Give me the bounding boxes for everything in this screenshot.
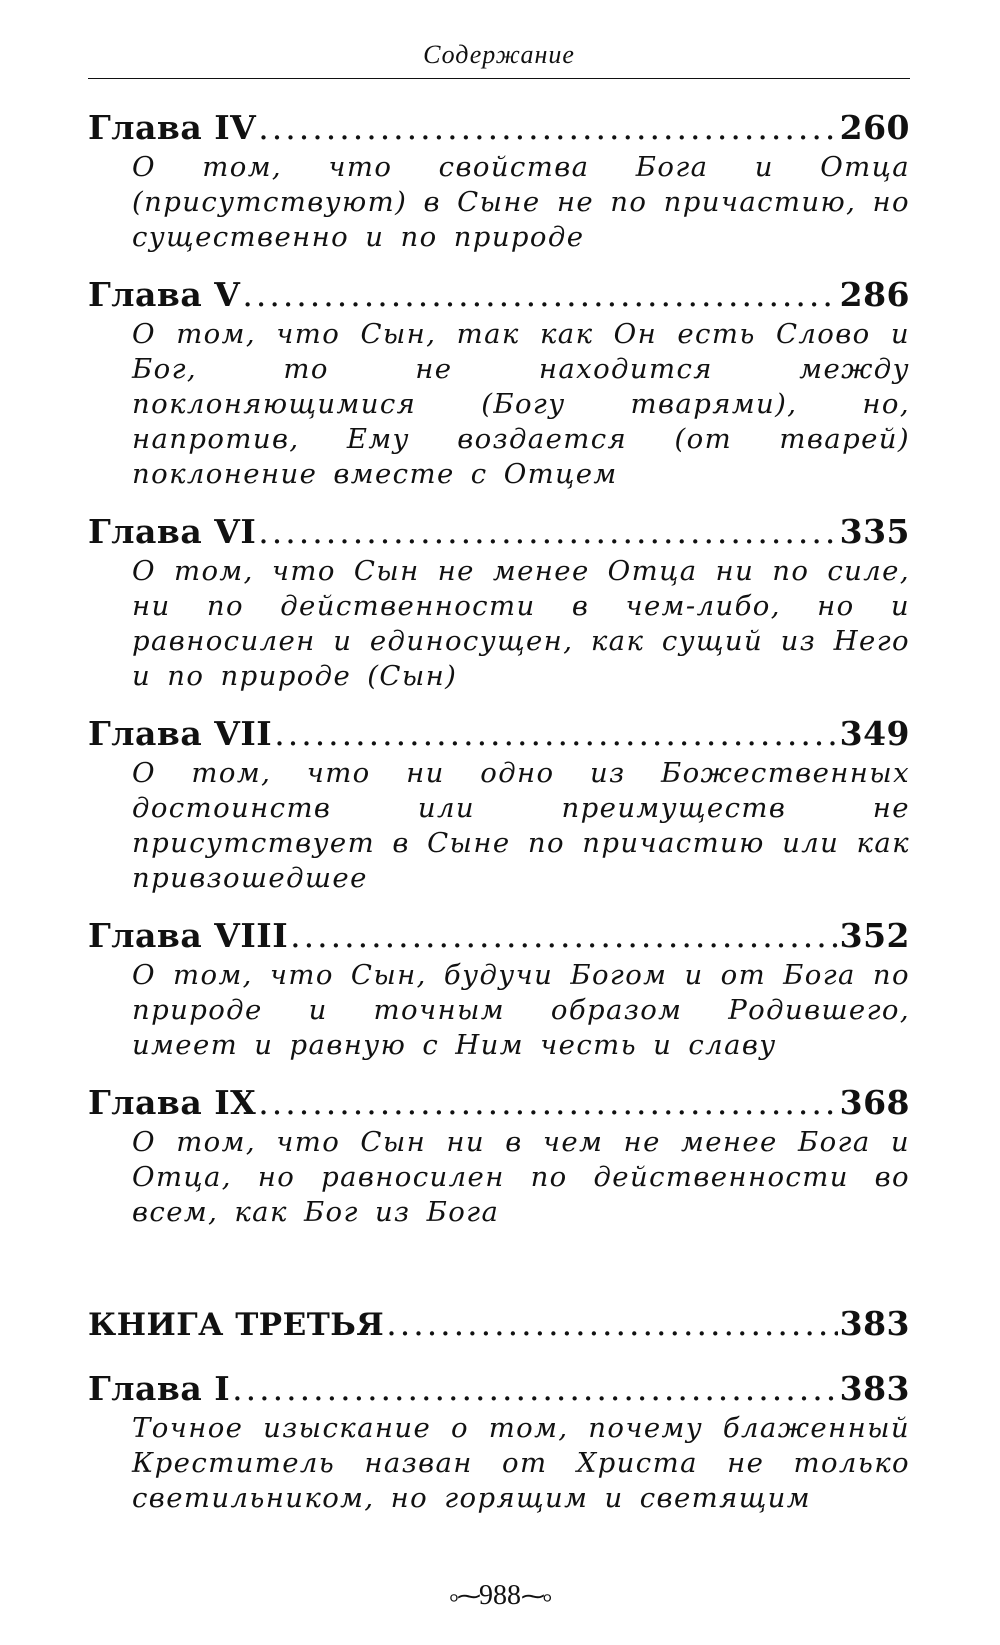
toc-line: [88, 712, 910, 756]
chapter-title: Глава VIII: [88, 916, 289, 955]
dot-leader: [258, 1081, 837, 1125]
toc-entry-chapter-8: [88, 914, 910, 1063]
chapter-title: Глава VI: [88, 512, 257, 551]
toc-entry-chapter-9: [88, 1081, 910, 1230]
chapter-description: О том, что Сын не менее Отца ни по силе, ни по действенности в чем-либо, но и равносилен и единосущен, как сущий из Него и по природе (Сын): [132, 555, 910, 692]
chapter-title: Глава IX: [88, 1083, 257, 1122]
page-number: 383: [839, 1304, 910, 1343]
toc-line: [88, 106, 910, 150]
toc-line: [88, 510, 910, 554]
dot-leader: [232, 1367, 837, 1411]
page-number: 260: [839, 108, 910, 147]
toc-line: [88, 1367, 910, 1411]
ornament-right-icon: ⁓৹: [521, 1584, 551, 1610]
dot-leader: [274, 712, 837, 756]
chapter-title: Глава I: [88, 1369, 231, 1408]
toc-entry-chapter-7: [88, 712, 910, 896]
page-number: 352: [839, 916, 910, 955]
dot-leader: [290, 914, 837, 958]
toc-line: [88, 1302, 910, 1347]
toc-entry-book-3-chapter-1: [88, 1367, 910, 1516]
chapter-description: Точное изыскание о том, почему блаженный Креститель назван от Христа не только светильником, но горящим и светящим: [132, 1412, 910, 1514]
toc-entry-chapter-5: [88, 273, 910, 492]
ornament-left-icon: ৹⁓: [449, 1584, 479, 1610]
toc-entry-chapter-6: [88, 510, 910, 694]
chapter-description: О том, что Сын, так как Он есть Слово и Бог, то не находится между поклоняющимися (Богу тварями), но, напротив, Ему воздается (от тварей) поклонение вместе с Отцем: [132, 318, 910, 490]
page-folio: [0, 1578, 1000, 1618]
toc-entry-chapter-4: [88, 106, 910, 255]
toc-line: [88, 914, 910, 958]
page-number: 368: [839, 1083, 910, 1122]
chapter-description: О том, что Сын, будучи Богом и от Бога по природе и точным образом Родившего, имеет и равную с Ним честь и славу: [132, 959, 910, 1061]
dot-leader: [386, 1302, 837, 1346]
toc-line: [88, 273, 910, 317]
toc-line: [88, 1081, 910, 1125]
chapter-description: О том, что свойства Бога и Отца (присутствуют) в Сыне не по причастию, но существенно и по природе: [132, 151, 910, 253]
chapter-description: О том, что Сын ни в чем не менее Бога и Отца, но равносилен по действенности во всем, как Бог из Бога: [132, 1126, 910, 1228]
page-number: 349: [839, 714, 910, 753]
chapter-title: Глава VII: [88, 714, 273, 753]
page-number: 286: [839, 275, 910, 314]
toc-entry-book-3: [88, 1302, 910, 1347]
table-of-contents: [88, 106, 910, 1534]
dot-leader: [258, 510, 837, 554]
chapter-description: О том, что ни одно из Божественных достоинств или преимуществ не присутствует в Сыне по причастию или как привзошедшее: [132, 757, 910, 894]
header-rule: [88, 78, 910, 79]
dot-leader: [258, 106, 837, 150]
chapter-title: Глава IV: [88, 108, 257, 147]
page-number: 335: [839, 512, 910, 551]
dot-leader: [242, 273, 837, 317]
book-title: КНИГА ТРЕТЬЯ: [88, 1307, 385, 1343]
folio-number: 988: [479, 1580, 521, 1611]
chapter-title: Глава V: [88, 275, 241, 314]
page-number: 383: [839, 1369, 910, 1408]
running-head: Содержание: [423, 40, 575, 69]
